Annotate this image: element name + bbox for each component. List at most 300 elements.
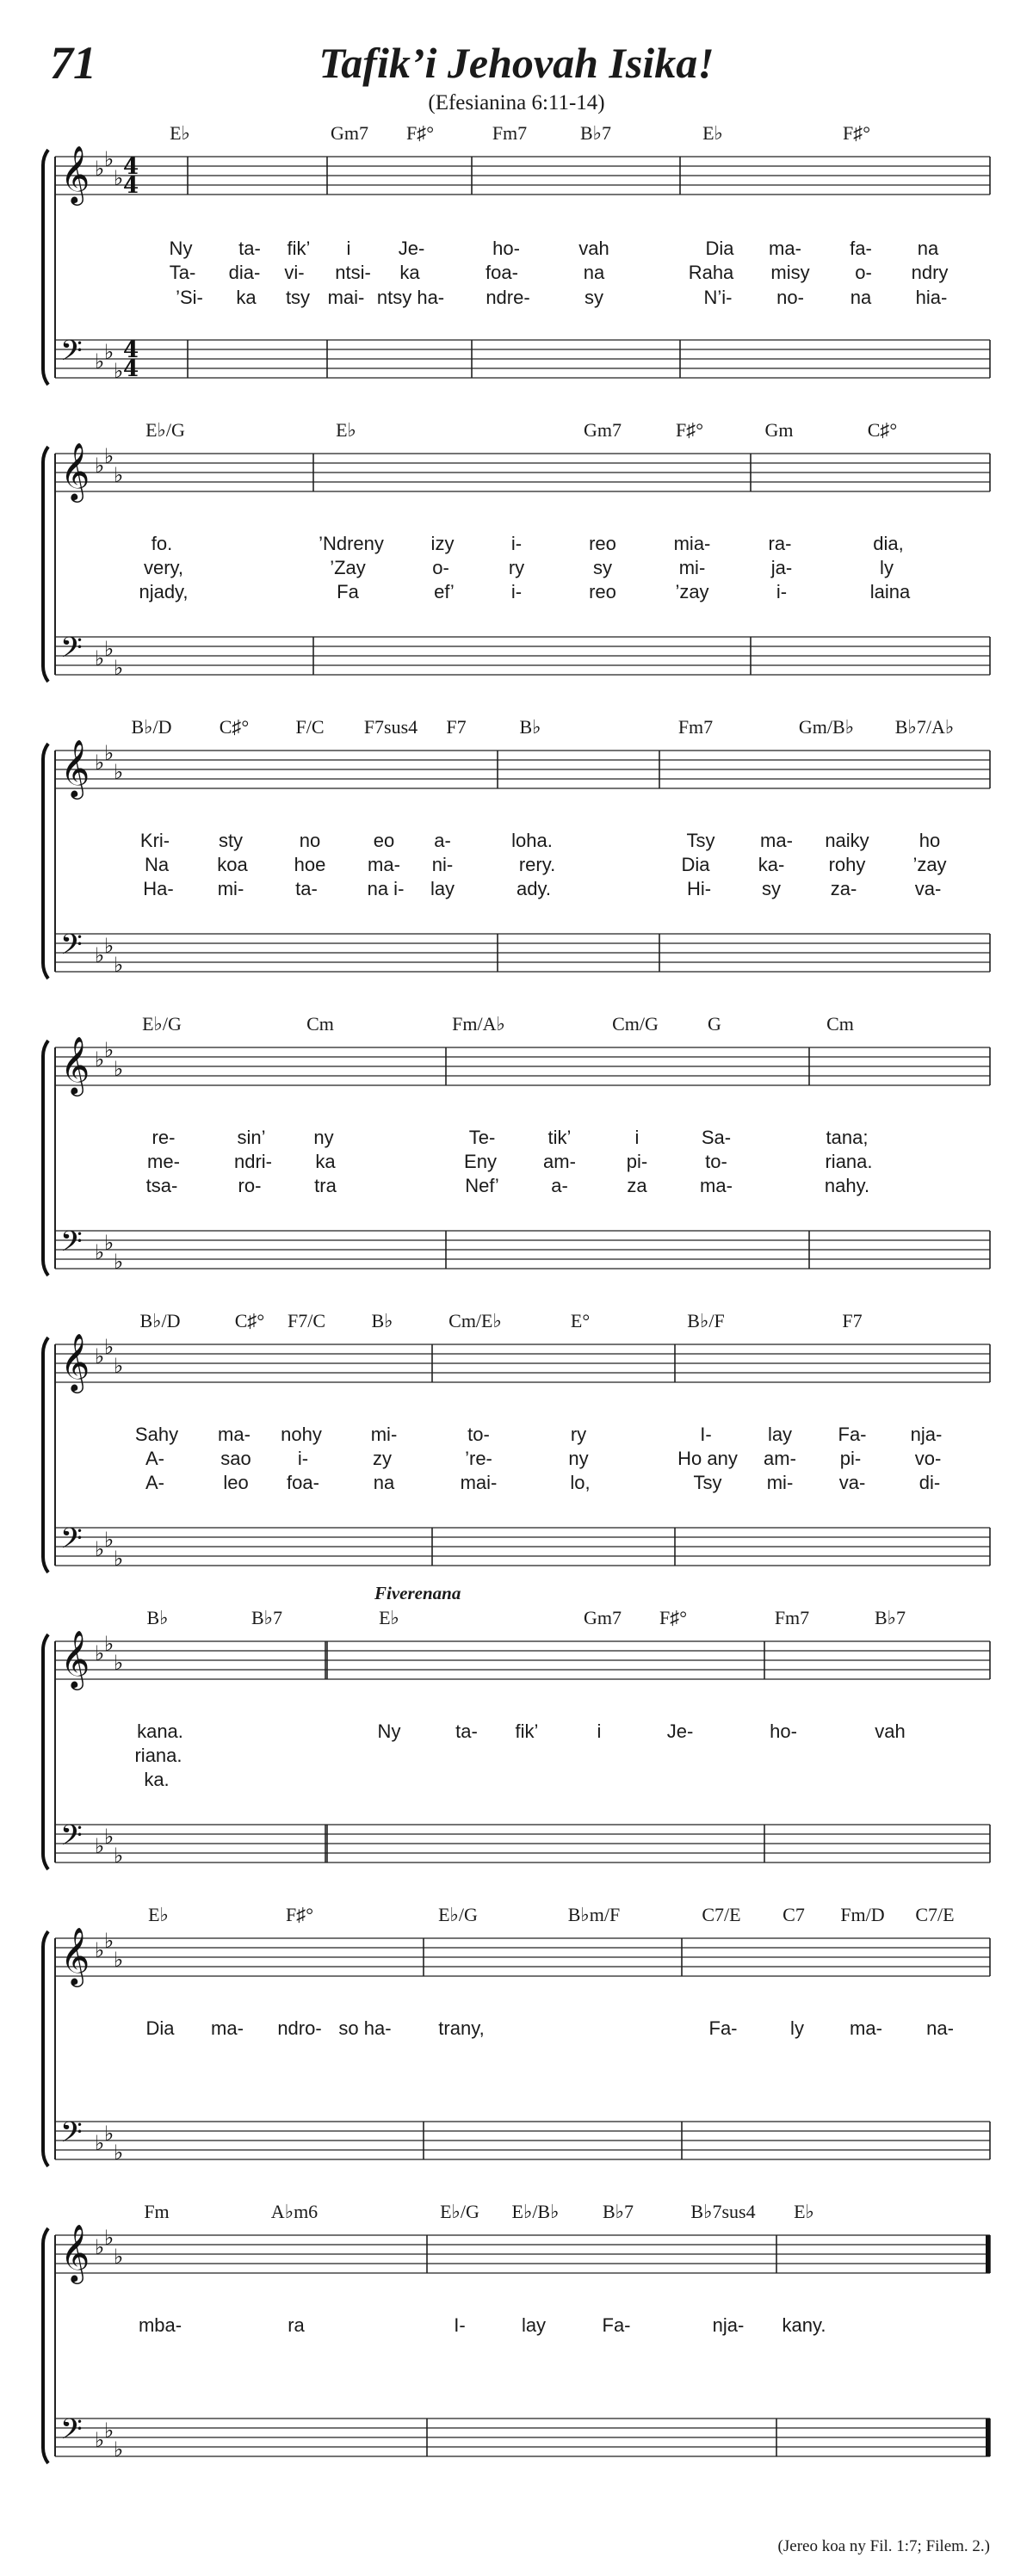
key-signature-flat-icon: ♭ xyxy=(114,1651,124,1675)
lyric-syllable: va- xyxy=(914,878,942,899)
chord-symbol: C7/E xyxy=(702,1904,741,1925)
lyric-syllable: no- xyxy=(776,287,804,308)
chord-symbol: C♯° xyxy=(219,716,250,738)
treble-clef-icon: 𝄞 xyxy=(60,1629,90,1688)
lyric-syllable: ta- xyxy=(455,1720,478,1742)
key-signature-flat-icon: ♭ xyxy=(104,147,114,171)
lyric-syllable: mi- xyxy=(766,1472,794,1493)
chord-symbol: G xyxy=(708,1013,721,1035)
lyric-syllable: mba- xyxy=(138,2314,182,2336)
chord-symbol: C7/E xyxy=(915,1904,955,1925)
lyric-syllable: di- xyxy=(919,1472,941,1493)
key-signature-flat-icon: ♭ xyxy=(95,1240,105,1264)
key-signature-flat-icon: ♭ xyxy=(104,2418,114,2443)
system-bracket xyxy=(43,1931,48,2166)
chord-symbol: Fm/A♭ xyxy=(452,1013,505,1035)
lyric-syllable: lay xyxy=(430,878,455,899)
treble-clef-icon: 𝄞 xyxy=(60,145,90,203)
lyric-syllable: foa- xyxy=(486,262,518,283)
treble-clef-icon: 𝄞 xyxy=(60,442,90,500)
lyric-syllable: i- xyxy=(510,581,523,602)
lyric-syllable: Sahy xyxy=(134,1424,179,1445)
lyric-syllable: pi- xyxy=(626,1151,648,1172)
key-signature-flat-icon: ♭ xyxy=(114,1354,124,1378)
lyric-line-verse-3 xyxy=(0,1472,1033,1496)
lyric-syllable: trany, xyxy=(438,2017,485,2039)
lyric-syllable: sty xyxy=(218,830,244,851)
scripture-reference: (Efesianina 6:11-14) xyxy=(428,91,605,114)
lyric-syllable: Tsy xyxy=(686,830,715,851)
music-system-4 xyxy=(0,1011,1033,1304)
bass-staff xyxy=(55,2413,990,2462)
treble-staff xyxy=(55,145,990,206)
lyric-syllable: Kri- xyxy=(139,830,170,851)
lyric-line-verse-2 xyxy=(0,557,1033,581)
lyric-syllable: A- xyxy=(145,1448,164,1469)
bass-staff xyxy=(55,1523,990,1571)
lyric-syllable: na xyxy=(850,287,872,308)
lyric-syllable: zy xyxy=(373,1448,392,1469)
chord-symbol: B♭7 xyxy=(602,2201,634,2222)
music-system-2 xyxy=(0,417,1033,710)
key-signature-flat-icon: ♭ xyxy=(95,1641,105,1665)
lyric-syllable: Je- xyxy=(398,238,425,259)
lyric-syllable: a- xyxy=(434,830,451,851)
chord-symbol: F♯° xyxy=(405,122,435,144)
lyric-syllable: tik’ xyxy=(547,1127,572,1148)
chord-symbol: Gm/B♭ xyxy=(798,716,855,738)
lyric-syllable: am- xyxy=(764,1448,796,1469)
lyric-line-verse-3 xyxy=(0,287,1033,311)
key-signature-flat-icon: ♭ xyxy=(95,2131,105,2155)
bass-staff xyxy=(55,2116,990,2165)
lyric-syllable: ny xyxy=(313,1127,334,1148)
lyric-syllable: i xyxy=(597,1720,602,1742)
lyric-syllable: fik’ xyxy=(287,238,311,259)
lyric-syllable: ta- xyxy=(238,238,261,259)
key-signature-flat-icon: ♭ xyxy=(104,1632,114,1656)
lyric-syllable: ho- xyxy=(770,1720,797,1742)
lyric-syllable: ka xyxy=(399,262,420,283)
lyric-syllable: o- xyxy=(855,262,872,283)
lyric-syllable: I- xyxy=(454,2314,466,2336)
lyric-syllable: ndry xyxy=(911,262,949,283)
lyric-syllable: na xyxy=(917,238,939,259)
chord-symbol: E♭ xyxy=(170,122,190,144)
lyric-syllable: to- xyxy=(705,1151,727,1172)
bass-clef-icon: 𝄢 xyxy=(60,335,83,374)
chord-symbol: B♭7 xyxy=(874,1607,906,1628)
lyric-syllable: ’re- xyxy=(465,1448,492,1469)
lyric-syllable: i- xyxy=(510,533,523,554)
lyric-syllable: ka. xyxy=(144,1769,170,1790)
treble-clef-icon: 𝄞 xyxy=(60,1926,90,1985)
lyric-syllable: vo- xyxy=(914,1448,942,1469)
music-system-5 xyxy=(0,1308,1033,1601)
key-signature-flat-icon: ♭ xyxy=(95,1537,105,1561)
song-header xyxy=(0,0,1033,120)
lyric-syllable: ho- xyxy=(492,238,520,259)
lyric-syllable: am- xyxy=(543,1151,576,1172)
lyric-syllable: i xyxy=(346,238,351,259)
lyric-syllable: vah xyxy=(875,1720,906,1742)
lyric-syllable: lay xyxy=(521,2314,547,2336)
chord-symbol: A♭m6 xyxy=(270,2201,319,2222)
lyric-syllable: Fa xyxy=(337,581,359,602)
lyric-line-verse-3 xyxy=(0,1769,1033,1793)
lyric-syllable: sy xyxy=(585,287,603,308)
lyric-syllable: mai- xyxy=(327,287,365,308)
bass-clef-icon: 𝄢 xyxy=(60,1819,83,1859)
chord-symbol: E♭ xyxy=(148,1904,169,1925)
chord-symbol: E♭/G xyxy=(142,1013,182,1035)
key-signature-flat-icon: ♭ xyxy=(95,1344,105,1368)
lyric-syllable: za- xyxy=(830,878,857,899)
bass-clef-icon: 𝄢 xyxy=(60,2413,83,2453)
final-barline xyxy=(986,2418,990,2456)
lyric-syllable: Sa- xyxy=(701,1127,732,1148)
lyric-syllable: so ha- xyxy=(338,2017,392,2039)
lyric-syllable: fo. xyxy=(151,533,173,554)
lyric-syllable: mi- xyxy=(678,557,706,578)
key-signature-flat-icon: ♭ xyxy=(95,1047,105,1072)
key-signature-flat-icon: ♭ xyxy=(104,1231,114,1255)
key-signature-flat-icon: ♭ xyxy=(95,2235,105,2259)
staff-graphics xyxy=(0,2199,1033,2492)
staff-graphics xyxy=(0,1902,1033,2195)
chord-symbol: Cm/G xyxy=(612,1013,659,1035)
chord-symbol: F7 xyxy=(842,1310,863,1331)
lyric-syllable: Te- xyxy=(468,1127,496,1148)
chord-symbol: F♯° xyxy=(659,1607,688,1628)
key-signature-flat-icon: ♭ xyxy=(104,1038,114,1062)
lyric-syllable: Nef’ xyxy=(465,1175,499,1196)
lyric-syllable: ho xyxy=(919,830,941,851)
lyric-syllable: lo, xyxy=(570,1472,591,1493)
key-signature-flat-icon: ♭ xyxy=(114,1057,124,1081)
lyric-syllable: ka xyxy=(236,287,257,308)
chord-symbol: E° xyxy=(570,1310,591,1331)
lyric-syllable: fik’ xyxy=(515,1720,539,1742)
chord-symbol: B♭m/F xyxy=(567,1904,621,1925)
key-signature-flat-icon: ♭ xyxy=(114,2437,124,2462)
lyric-syllable: nohy xyxy=(281,1424,322,1445)
time-signature: 4 xyxy=(122,337,139,363)
lyric-syllable: reo xyxy=(589,533,616,554)
lyric-syllable: Hi- xyxy=(686,878,712,899)
bass-staff xyxy=(55,335,990,383)
lyric-line-verse-2 xyxy=(0,1151,1033,1175)
lyric-syllable: Dia xyxy=(145,2017,175,2039)
key-signature-flat-icon: ♭ xyxy=(104,444,114,468)
key-signature-flat-icon: ♭ xyxy=(114,2140,124,2165)
lyric-syllable: Fa- xyxy=(602,2314,631,2336)
chord-symbol: E♭ xyxy=(379,1607,399,1628)
time-signature: 4 xyxy=(122,356,139,382)
chord-symbol: Gm7 xyxy=(584,419,622,441)
lyric-syllable: ’Si- xyxy=(176,287,203,308)
lyric-syllable: sao xyxy=(220,1448,251,1469)
lyric-syllable: ja- xyxy=(770,557,793,578)
music-system-3 xyxy=(0,714,1033,1007)
chord-symbol: Gm7 xyxy=(584,1607,622,1628)
lyric-syllable: dia, xyxy=(873,533,904,554)
lyric-line-verse-3 xyxy=(0,1175,1033,1199)
chord-symbol: E♭ xyxy=(336,419,356,441)
bass-clef-icon: 𝄢 xyxy=(60,929,83,968)
lyric-syllable: va- xyxy=(838,1472,866,1493)
lyric-syllable: i xyxy=(634,1127,640,1148)
lyric-syllable: tsy xyxy=(285,287,311,308)
lyric-syllable: ’Zay xyxy=(330,557,366,578)
lyric-syllable: misy xyxy=(770,262,810,283)
lyric-syllable: Tsy xyxy=(693,1472,722,1493)
lyric-syllable: ’zay xyxy=(912,854,947,875)
lyric-line-verse-1 xyxy=(0,2017,1033,2042)
lyric-syllable: Eny xyxy=(464,1151,497,1172)
key-signature-flat-icon: ♭ xyxy=(95,157,105,181)
lyric-syllable: vi- xyxy=(284,262,305,283)
chord-symbol: B♭7/A♭ xyxy=(894,716,955,738)
music-system-6 xyxy=(0,1583,1033,1898)
lyric-syllable: mi- xyxy=(217,878,244,899)
time-signature: 4 xyxy=(122,154,139,180)
lyric-syllable: sy xyxy=(593,557,612,578)
key-signature-flat-icon: ♭ xyxy=(114,1547,124,1571)
bass-clef-icon: 𝄢 xyxy=(60,2116,83,2156)
lyric-syllable: riana. xyxy=(134,1745,182,1766)
lyric-syllable: to- xyxy=(467,1424,490,1445)
key-signature-flat-icon: ♭ xyxy=(114,166,124,190)
key-signature-flat-icon: ♭ xyxy=(95,646,105,670)
lyric-syllable: lay xyxy=(767,1424,793,1445)
lyric-syllable: tra xyxy=(314,1175,337,1196)
lyric-syllable: na i- xyxy=(367,878,405,899)
lyric-line-verse-2 xyxy=(0,1745,1033,1769)
lyric-syllable: izy xyxy=(430,533,455,554)
chord-symbol: B♭/D xyxy=(131,716,172,738)
lyric-syllable: vah xyxy=(578,238,609,259)
chord-symbol: F7sus4 xyxy=(363,716,418,738)
key-signature-flat-icon: ♭ xyxy=(114,463,124,487)
treble-clef-icon: 𝄞 xyxy=(60,1035,90,1094)
lyric-syllable: ka- xyxy=(758,854,785,875)
key-signature-flat-icon: ♭ xyxy=(95,349,105,374)
chord-symbol: B♭/D xyxy=(139,1310,181,1331)
chord-symbol: B♭ xyxy=(146,1607,169,1628)
lyric-syllable: ra- xyxy=(768,533,792,554)
lyric-syllable: ra xyxy=(288,2314,305,2336)
key-signature-flat-icon: ♭ xyxy=(114,1844,124,1868)
lyric-syllable: Ha- xyxy=(143,878,174,899)
lyric-syllable: fa- xyxy=(850,238,872,259)
lyric-syllable: kana. xyxy=(137,1720,183,1742)
chord-symbol: F7/C xyxy=(287,1310,326,1331)
lyric-syllable: re- xyxy=(152,1127,176,1148)
lyric-line-verse-1 xyxy=(0,1720,1033,1745)
lyric-syllable: nja- xyxy=(712,2314,745,2336)
key-signature-flat-icon: ♭ xyxy=(104,934,114,958)
key-signature-flat-icon: ♭ xyxy=(114,1948,124,1972)
lyric-syllable: ndro- xyxy=(277,2017,322,2039)
lyric-line-verse-2 xyxy=(0,1448,1033,1472)
chord-symbol: F/C xyxy=(295,716,325,738)
lyric-syllable: ntsy ha- xyxy=(376,287,445,308)
lyric-syllable: Raha xyxy=(688,262,734,283)
key-signature-flat-icon: ♭ xyxy=(114,2245,124,2269)
chord-symbol: B♭7 xyxy=(579,122,612,144)
lyric-syllable: very, xyxy=(143,557,184,578)
lyric-syllable: ta- xyxy=(295,878,318,899)
lyric-syllable: njady, xyxy=(139,581,189,602)
lyric-line-verse-3 xyxy=(0,581,1033,605)
key-signature-flat-icon: ♭ xyxy=(104,741,114,765)
music-system-7 xyxy=(0,1902,1033,2195)
key-signature-flat-icon: ♭ xyxy=(104,2122,114,2146)
chord-symbol: B♭7sus4 xyxy=(690,2201,756,2222)
key-signature-flat-icon: ♭ xyxy=(95,1938,105,1962)
lyric-syllable: rery. xyxy=(518,854,556,875)
key-signature-flat-icon: ♭ xyxy=(104,1335,114,1359)
key-signature-flat-icon: ♭ xyxy=(114,953,124,977)
treble-clef-icon: 𝄞 xyxy=(60,738,90,797)
lyric-syllable: i- xyxy=(776,581,788,602)
chord-symbol: E♭/G xyxy=(440,2201,479,2222)
key-signature-flat-icon: ♭ xyxy=(95,2428,105,2452)
chord-symbol: Fm/D xyxy=(840,1904,885,1925)
chord-symbol: Fm7 xyxy=(774,1607,810,1628)
chord-symbol: Gm xyxy=(764,419,794,441)
lyric-syllable: ny xyxy=(568,1448,589,1469)
lyric-syllable: mi- xyxy=(370,1424,398,1445)
lyric-syllable: hoe xyxy=(294,854,326,875)
final-barline xyxy=(986,2235,990,2273)
key-signature-flat-icon: ♭ xyxy=(104,340,114,364)
lyric-syllable: rohy xyxy=(828,854,866,875)
lyric-syllable: koa xyxy=(217,854,248,875)
lyric-syllable: Ta- xyxy=(169,262,196,283)
treble-staff xyxy=(55,1629,990,1690)
lyric-syllable: ef’ xyxy=(434,581,455,602)
key-signature-flat-icon: ♭ xyxy=(104,637,114,661)
lyric-syllable: mia- xyxy=(673,533,711,554)
lyric-syllable: Fa- xyxy=(838,1424,867,1445)
chord-symbol: F7 xyxy=(446,716,467,738)
lyric-syllable: ndre- xyxy=(486,287,530,308)
lyric-syllable: tana; xyxy=(826,1127,869,1148)
lyric-syllable: Je- xyxy=(666,1720,694,1742)
lyric-syllable: ka xyxy=(315,1151,336,1172)
lyric-line-verse-3 xyxy=(0,878,1033,902)
treble-clef-icon: 𝄞 xyxy=(60,1332,90,1391)
lyric-syllable: Ny xyxy=(377,1720,401,1742)
lyric-line-verse-2 xyxy=(0,262,1033,286)
lyric-syllable: ady. xyxy=(516,878,551,899)
song-title: Tafik’i Jehovah Isika! xyxy=(319,39,714,87)
lyric-syllable: dia- xyxy=(228,262,261,283)
lyric-syllable: ma- xyxy=(760,830,793,851)
lyric-syllable: A- xyxy=(145,1472,164,1493)
key-signature-flat-icon: ♭ xyxy=(95,454,105,478)
lyric-syllable: foa- xyxy=(287,1472,319,1493)
lyric-syllable: eo xyxy=(373,830,395,851)
lyric-syllable: ry xyxy=(570,1424,587,1445)
key-signature-flat-icon: ♭ xyxy=(114,1250,124,1274)
lyric-syllable: nahy. xyxy=(824,1175,870,1196)
bass-staff xyxy=(55,632,990,680)
lyric-line-verse-1 xyxy=(0,1127,1033,1151)
lyric-syllable: a- xyxy=(551,1175,568,1196)
lyric-syllable: na xyxy=(583,262,605,283)
lyric-syllable: Na xyxy=(144,854,170,875)
chord-symbol: E♭/G xyxy=(438,1904,478,1925)
lyric-syllable: ry xyxy=(508,557,525,578)
chord-symbol: B♭7 xyxy=(251,1607,283,1628)
key-signature-flat-icon: ♭ xyxy=(104,1929,114,1953)
lyric-syllable: ly xyxy=(790,2017,804,2039)
lyric-syllable: tsa- xyxy=(145,1175,178,1196)
treble-staff xyxy=(55,2223,990,2284)
key-signature-flat-icon: ♭ xyxy=(95,1834,105,1858)
chord-symbol: B♭ xyxy=(519,716,541,738)
lyric-syllable: ma- xyxy=(368,854,400,875)
key-signature-flat-icon: ♭ xyxy=(114,656,124,680)
lyric-line-verse-1 xyxy=(0,238,1033,262)
treble-staff xyxy=(55,442,990,503)
lyric-syllable: ’Ndreny xyxy=(319,533,384,554)
lyric-line-verse-1 xyxy=(0,830,1033,854)
treble-staff xyxy=(55,738,990,800)
lyric-syllable: pi- xyxy=(839,1448,862,1469)
lyric-syllable: N’i- xyxy=(703,287,733,308)
lyric-syllable: ntsi- xyxy=(335,262,371,283)
lyric-syllable: ndri- xyxy=(233,1151,273,1172)
lyric-syllable: ’zay xyxy=(675,581,709,602)
chord-symbol: B♭ xyxy=(371,1310,393,1331)
key-signature-flat-icon: ♭ xyxy=(104,1528,114,1552)
chord-symbol: Cm/E♭ xyxy=(448,1310,502,1331)
key-signature-flat-icon: ♭ xyxy=(104,1825,114,1849)
lyric-syllable: ly xyxy=(880,557,894,578)
lyric-syllable: ma- xyxy=(769,238,801,259)
chord-symbol: Fm xyxy=(144,2201,170,2222)
lyric-syllable: Ho any xyxy=(677,1448,738,1469)
chord-symbol: F♯° xyxy=(285,1904,314,1925)
lyric-line-verse-2 xyxy=(0,854,1033,878)
chord-symbol: Fm7 xyxy=(492,122,528,144)
chord-symbol: E♭/B♭ xyxy=(511,2201,560,2222)
key-signature-flat-icon: ♭ xyxy=(95,751,105,775)
lyric-syllable: ma- xyxy=(218,1424,251,1445)
lyric-syllable: no xyxy=(299,830,321,851)
treble-staff xyxy=(55,1332,990,1393)
lyric-syllable: ro- xyxy=(238,1175,262,1196)
chord-symbol: Gm7 xyxy=(331,122,368,144)
lyric-syllable: leo xyxy=(223,1472,249,1493)
lyric-syllable: ma- xyxy=(211,2017,244,2039)
key-signature-flat-icon: ♭ xyxy=(114,359,124,383)
chord-symbol: E♭/G xyxy=(145,419,185,441)
time-signature: 4 xyxy=(122,173,139,199)
lyric-syllable: Dia xyxy=(705,238,734,259)
treble-staff xyxy=(55,1926,990,1987)
song-number: 71 xyxy=(50,37,96,89)
lyric-syllable: na xyxy=(373,1472,395,1493)
chord-symbol: E♭ xyxy=(794,2201,814,2222)
lyric-syllable: nja- xyxy=(910,1424,943,1445)
chord-symbol: C♯° xyxy=(867,419,898,441)
bass-clef-icon: 𝄢 xyxy=(60,1226,83,1265)
